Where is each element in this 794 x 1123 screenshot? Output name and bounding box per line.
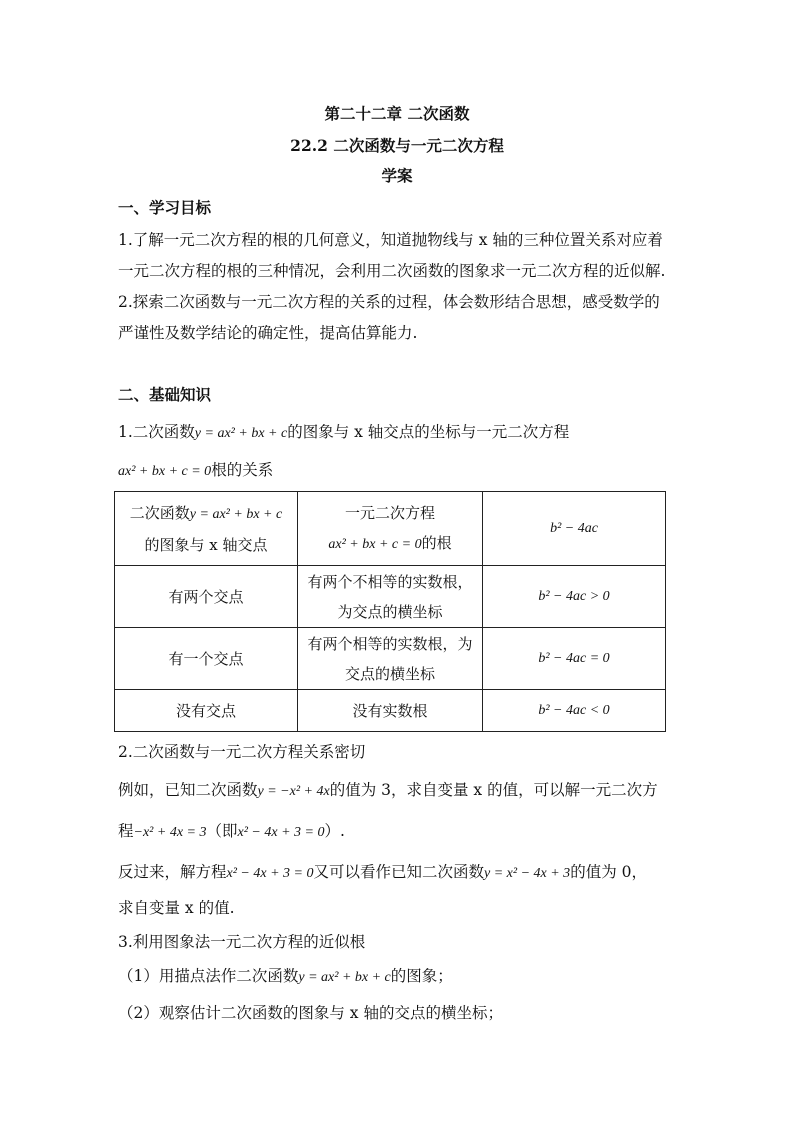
rev-mid: 又可以看作已知二次函数 xyxy=(313,863,484,881)
ex2-prefix: 程 xyxy=(118,822,134,840)
hc2-formula: ax² + bx + c = 0 xyxy=(328,536,422,552)
ex-prefix: 例如，已知二次函数 xyxy=(118,781,258,799)
p1-line2-formula: ax² + bx + c = 0 xyxy=(118,464,212,479)
basics-p3: 3.利用图象法一元二次方程的近似根 xyxy=(118,933,366,951)
header-cell-discriminant: b² − 4ac xyxy=(483,492,666,566)
step-1 xyxy=(118,964,453,986)
table-row xyxy=(115,628,666,690)
hc2-suffix: 的根 xyxy=(421,533,452,552)
rev-prefix: 反过来，解方程 xyxy=(118,863,227,881)
section-title: 22.2 二次函数与一元二次方程 xyxy=(290,136,504,155)
reverse-line-2: 求自变量 x 的值. xyxy=(118,899,235,917)
rev-suffix: 的值为 0， xyxy=(570,863,647,881)
hc2-line1: 一元二次方程 xyxy=(344,503,435,522)
row3-roots: 没有实数根 xyxy=(298,690,483,732)
ex-formula: y = −x² + 4x xyxy=(257,784,330,799)
row3-intersection: 没有交点 xyxy=(115,690,298,732)
goal-2-line-2: 严谨性及数学结论的确定性，提高估算能力. xyxy=(118,324,418,342)
ex-suffix: 的值为 3，求自变量 x 的值，可以解一元二次方 xyxy=(329,781,658,799)
p1-suffix: 的图象与 x 轴交点的坐标与一元二次方程 xyxy=(287,423,570,441)
hc1-prefix: 二次函数 xyxy=(129,503,190,522)
p1-line2-suffix: 根的关系 xyxy=(211,461,274,479)
ex2-formula-1: −x² + 4x = 3 xyxy=(133,825,207,840)
reverse-line-1 xyxy=(118,860,647,882)
row2-discriminant: b² − 4ac = 0 xyxy=(483,628,666,690)
chapter-title: 第二十二章 二次函数 xyxy=(324,104,470,123)
goal-1-line-2: 一元二次方程的根的三种情况，会利用二次函数的图象求一元二次方程的近似解. xyxy=(118,262,666,280)
row2-roots-line2: 交点的横坐标 xyxy=(344,664,435,683)
table-row xyxy=(115,566,666,628)
rev-formula-1: x² − 4x + 3 = 0 xyxy=(226,866,314,881)
step1-prefix: （1）用描点法作二次函数 xyxy=(118,967,299,985)
hc1-formula: y = ax² + bx + c xyxy=(189,506,283,522)
basics-p1 xyxy=(118,420,569,442)
example-line-1 xyxy=(118,778,658,800)
row2-roots xyxy=(298,628,483,690)
row1-roots-line2: 为交点的横坐标 xyxy=(337,602,443,621)
step-2: （2）观察估计二次函数的图象与 x 轴的交点的横坐标； xyxy=(118,1004,503,1022)
relation-table xyxy=(114,491,666,732)
doc-type-title: 学案 xyxy=(381,166,413,185)
row3-discriminant: b² − 4ac < 0 xyxy=(483,690,666,732)
goal-1-line-1: 1.了解一元二次方程的根的几何意义，知道抛物线与 x 轴的三种位置关系对应着 xyxy=(118,231,663,249)
step1-suffix: 的图象； xyxy=(390,967,453,985)
row2-roots-line1: 有两个相等的实数根，为 xyxy=(307,634,473,653)
goal-2-line-1: 2.探索二次函数与一元二次方程的关系的过程，体会数形结合思想，感受数学的 xyxy=(118,293,660,311)
hc1-line2: 的图象与 x 轴交点 xyxy=(144,535,268,554)
ex2-formula-2: x² − 4x + 3 = 0 xyxy=(237,825,325,840)
ex2-mid: （即 xyxy=(206,822,238,840)
row1-discriminant: b² − 4ac > 0 xyxy=(483,566,666,628)
header-cell-equation xyxy=(298,492,483,566)
row1-intersection: 有两个交点 xyxy=(115,566,298,628)
header-cell-function xyxy=(115,492,298,566)
example-line-2 xyxy=(118,819,345,841)
row2-intersection: 有一个交点 xyxy=(115,628,298,690)
row1-roots-line1: 有两个不相等的实数根， xyxy=(307,572,473,591)
rev-formula-2: y = x² − 4x + 3 xyxy=(484,866,571,881)
step1-formula: y = ax² + bx + c xyxy=(298,970,391,985)
basics-heading: 二、基础知识 xyxy=(118,385,212,404)
p1-prefix: 1.二次函数 xyxy=(118,423,195,441)
table-row xyxy=(115,690,666,732)
basics-p2: 2.二次函数与一元二次方程关系密切 xyxy=(118,743,366,761)
basics-p1-line2 xyxy=(118,458,273,480)
p1-formula: y = ax² + bx + c xyxy=(194,426,288,441)
table-header-row xyxy=(115,492,666,566)
goals-heading: 一、学习目标 xyxy=(118,198,212,217)
row1-roots xyxy=(298,566,483,628)
ex2-end: ）. xyxy=(324,822,345,840)
